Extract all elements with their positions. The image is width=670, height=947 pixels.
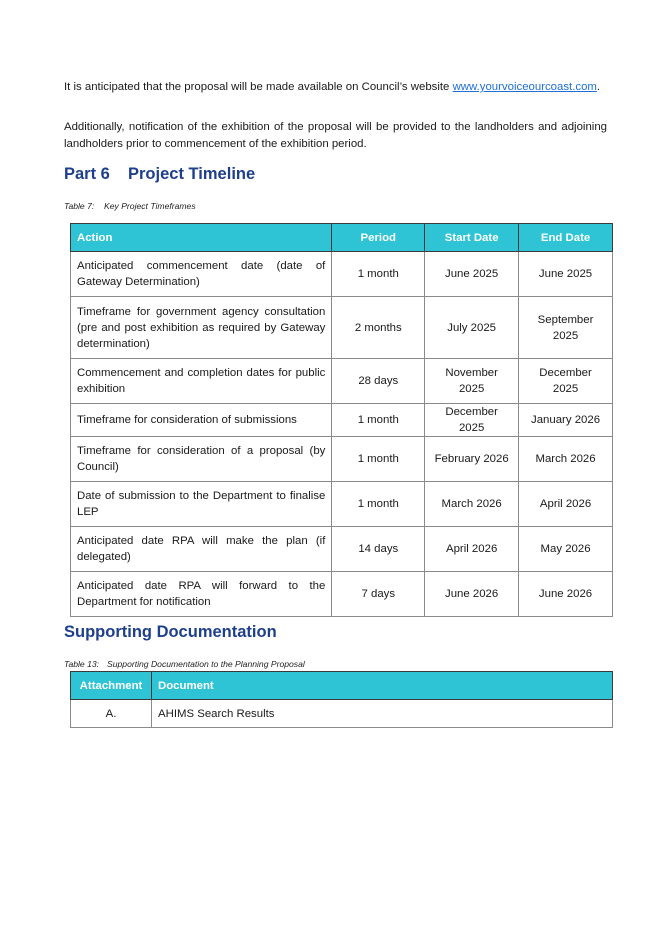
cell-action: Anticipated commencement date (date of Gateway Determination)	[71, 252, 332, 297]
table-row	[71, 527, 613, 572]
cell-action: Timeframe for government agency consultation (pre and post exhibition as required by Gateway determination)	[71, 297, 332, 359]
header-document: Document	[152, 672, 613, 700]
cell-period: 1 month	[332, 404, 425, 437]
table13-caption-number: Table 13:	[64, 659, 100, 669]
table13-caption	[64, 659, 305, 669]
cell-action: Timeframe for consideration of a proposal (by Council)	[71, 437, 332, 482]
table-row	[71, 252, 613, 297]
table-header-row	[71, 672, 613, 700]
intro-text-end: .	[596, 81, 601, 93]
cell-start-date: July 2025	[425, 297, 519, 359]
cell-end-date: January 2026	[519, 404, 613, 437]
table7-caption-number: Table 7:	[64, 201, 95, 211]
cell-end-date: June 2025	[519, 252, 613, 297]
cell-period: 14 days	[332, 527, 425, 572]
cell-end-date: March 2026	[519, 437, 613, 482]
supporting-documentation-heading: Supporting Documentation	[64, 623, 277, 641]
table-row	[71, 359, 613, 404]
cell-period: 1 month	[332, 482, 425, 527]
cell-start-date: November 2025	[425, 359, 519, 404]
table-row	[71, 572, 613, 617]
table7-caption	[64, 201, 196, 211]
cell-end-date: April 2026	[519, 482, 613, 527]
cell-period: 1 month	[332, 437, 425, 482]
header-start-date: Start Date	[425, 224, 519, 252]
header-attachment: Attachment	[71, 672, 152, 700]
council-website-link[interactable]: www.yourvoiceourcoast.com	[452, 81, 597, 93]
table-row	[71, 404, 613, 437]
cell-action: Date of submission to the Department to finalise LEP	[71, 482, 332, 527]
supporting-documentation-table	[70, 671, 613, 728]
cell-period: 7 days	[332, 572, 425, 617]
table-row	[71, 437, 613, 482]
cell-period: 1 month	[332, 252, 425, 297]
cell-start-date: April 2026	[425, 527, 519, 572]
table-row	[71, 700, 613, 728]
cell-end-date: May 2026	[519, 527, 613, 572]
header-end-date: End Date	[519, 224, 613, 252]
cell-document: AHIMS Search Results	[152, 700, 613, 728]
table-row	[71, 297, 613, 359]
cell-attachment: A.	[71, 700, 152, 728]
header-action: Action	[71, 224, 332, 252]
header-period: Period	[332, 224, 425, 252]
cell-action: Anticipated date RPA will make the plan (if delegated)	[71, 527, 332, 572]
cell-end-date: June 2026	[519, 572, 613, 617]
cell-start-date: February 2026	[425, 437, 519, 482]
cell-start-date: March 2026	[425, 482, 519, 527]
cell-period: 28 days	[332, 359, 425, 404]
cell-end-date: September 2025	[519, 297, 613, 359]
cell-action: Anticipated date RPA will forward to the Department for notification	[71, 572, 332, 617]
intro-paragraph-notification: Additionally, notification of the exhibition of the proposal will be provided to the landholders and adjoining landholders prior to commencement of the exhibition period.	[64, 121, 607, 150]
cell-end-date: December 2025	[519, 359, 613, 404]
table-row	[71, 482, 613, 527]
cell-start-date: June 2025	[425, 252, 519, 297]
part-heading	[64, 165, 255, 184]
cell-action: Commencement and completion dates for public exhibition	[71, 359, 332, 404]
project-timeframes-table	[70, 223, 613, 617]
intro-text: It is anticipated that the proposal will be made available on Council’s website	[64, 81, 453, 93]
table13-caption-title: Supporting Documentation to the Planning Proposal	[107, 659, 305, 669]
table-header-row	[71, 224, 613, 252]
cell-start-date: June 2026	[425, 572, 519, 617]
part-title: Project Timeline	[128, 165, 256, 183]
cell-action: Timeframe for consideration of submissions	[71, 404, 332, 437]
part-number: Part 6	[64, 165, 110, 183]
cell-start-date: December 2025	[425, 404, 519, 437]
table7-caption-title: Key Project Timeframes	[104, 201, 196, 211]
intro-paragraph-website	[64, 79, 607, 96]
cell-period: 2 months	[332, 297, 425, 359]
